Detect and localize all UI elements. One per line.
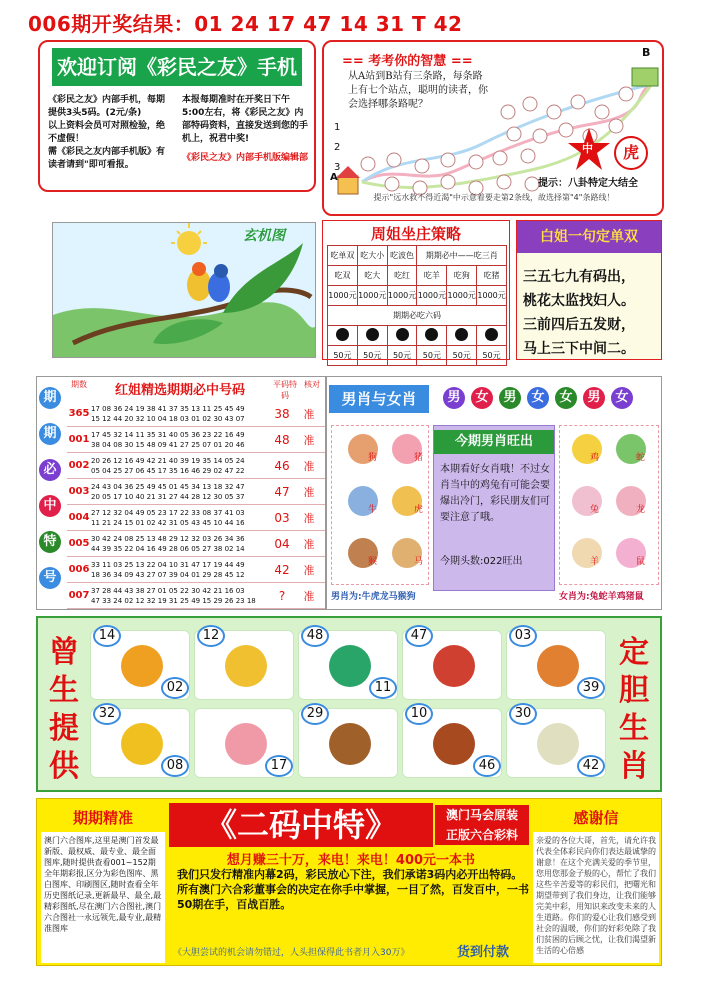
- zodiac-card: [90, 708, 190, 778]
- check-cell: 准: [303, 433, 315, 447]
- check-cell: 准: [303, 485, 315, 499]
- issue-cell: 003: [68, 486, 90, 497]
- picture-badge: 玄机图: [243, 228, 285, 244]
- zodiac-left-text: [44, 634, 84, 786]
- zodiac-card: [298, 630, 398, 700]
- female-list: 女肖为:兔蛇羊鸡猪鼠: [559, 592, 644, 602]
- slogan: 想月赚三十万，来电！来电！400元一本书: [226, 853, 476, 868]
- zodiac-card: [402, 630, 502, 700]
- subscribe-panel: [38, 40, 316, 192]
- side-char: 期: [39, 423, 61, 445]
- side-char: 期: [39, 387, 61, 409]
- strategy-cell: 1000元: [328, 286, 358, 306]
- zodiac-number-top: 32: [93, 703, 121, 725]
- check-cell: 准: [303, 511, 315, 525]
- zodiac-card: [194, 630, 294, 700]
- quiz-path-1: 1: [334, 122, 341, 133]
- baijie-panel: [516, 220, 662, 360]
- hongjie-row: [67, 531, 325, 557]
- zodiac-animal-icon: [433, 645, 475, 687]
- strategy-dot-cell: [477, 326, 507, 346]
- numbers-line: 20 05 17 10 40 21 31 27 44 28 12 30 05 37: [91, 492, 245, 501]
- zodiac-right-text: [614, 634, 654, 786]
- check-cell: 准: [303, 459, 315, 473]
- issue-cell: 365: [68, 408, 90, 419]
- zodiac-animal-icon: [225, 723, 267, 765]
- baijie-line: 马上三下中间二。: [523, 341, 635, 357]
- left-char: 供: [49, 749, 79, 784]
- subscribe-col1-p2: 以上资料会员可对照检验，绝不虚假！: [48, 121, 166, 144]
- prediction-text: 本期看好女肖哦！不过女肖当中的鸡兔有可能会要爆出冷门，彩民朋友们可要注意了哦。: [440, 464, 550, 523]
- baijie-line: 三前四后五发财，: [523, 317, 635, 333]
- subscribe-col1: [48, 94, 172, 172]
- right-sub1: 澳门马会原装: [445, 808, 518, 822]
- subscribe-col2-p2: 《彩民之友》内部手机版编辑部: [182, 153, 309, 163]
- side-char: 必: [39, 459, 61, 481]
- right-char: 肖: [619, 749, 649, 784]
- strategy-cell: 吃羊: [417, 266, 447, 286]
- check-cell: 准: [303, 589, 315, 603]
- male-label: 猪: [414, 453, 424, 463]
- subscribe-title: 欢迎订阅《彩民之友》手机报: [52, 48, 302, 86]
- zodiac-number-top: 03: [509, 625, 537, 647]
- strategy-panel: [322, 220, 510, 360]
- baijie-poem: [523, 265, 635, 361]
- strategy-dot-cell: [328, 326, 358, 346]
- female-label: 兔: [590, 505, 600, 515]
- zodiac-card: [506, 630, 606, 700]
- issue-cell: 004: [68, 512, 90, 523]
- check-cell: 准: [303, 563, 315, 577]
- code-cell: 47: [274, 484, 290, 499]
- strategy-dot-cell: [387, 326, 417, 346]
- zodiac-animal-icon: [121, 723, 163, 765]
- numbers-line: 33 11 03 25 13 22 04 10 31 47 17 19 44 49: [91, 560, 245, 569]
- issue-cell: 001: [68, 434, 90, 445]
- strategy-cell: 吃双: [328, 266, 358, 286]
- right-column: [533, 803, 659, 963]
- baijie-line: 桃花太监找妇人。: [523, 293, 635, 309]
- quiz-label-b: B: [642, 46, 651, 59]
- left-char: 曾: [49, 635, 79, 670]
- gender-circle: 男: [499, 387, 521, 409]
- right-char: 胆: [619, 673, 649, 708]
- left-column: [41, 803, 165, 963]
- zodiac-number-top: 47: [405, 625, 433, 647]
- code-cell: 38: [274, 406, 290, 421]
- strategy-cell: 吃大: [357, 266, 387, 286]
- strategy-cell: 50元: [477, 346, 507, 366]
- zodiac-animal-icon: [329, 723, 371, 765]
- main-title: 《二码中特》: [169, 803, 433, 847]
- strategy-cell: 吃红: [387, 266, 417, 286]
- hongjie-row: [67, 427, 325, 453]
- quiz-footer: 提示"远水救不得近渴"中示意着要走第2条线，故选择第"4"条路线！: [373, 193, 615, 202]
- side-char: 号: [39, 567, 61, 589]
- bottom-ad-panel: [36, 798, 662, 966]
- strategy-header: 吃大小: [357, 246, 387, 266]
- zodiac-number-top: 48: [301, 625, 329, 647]
- code-cell: ?: [278, 588, 286, 603]
- black-dot-icon: [425, 328, 438, 341]
- gender-circles: [443, 387, 661, 409]
- black-dot-icon: [396, 328, 409, 341]
- right-text: 亲爱的各位大哥，首先，请允许我代表全体彩民向你们表达最诚挚的谢意！在这个充满关爱的季节里，您用您那金子般的心，帮忙了我们这些辛苦爱等的彩民们，把曙光和期望带到了我们身边，让我们能够完美中彩，用知识来改变未来的人生道路。你们的爱心让我们感受到社会的温暖，你们的好彩免除了我们贫困的后顾之忧，让我们渴望新生活的心倍感: [536, 836, 656, 955]
- numbers-line: 47 33 24 02 12 32 19 31 25 49 15 29 26 23 18: [91, 596, 256, 605]
- gender-circle: 女: [527, 387, 549, 409]
- zodiac-animal-icon: [121, 645, 163, 687]
- hongjie-row: [67, 479, 325, 505]
- zodiac-number-bottom: 17: [265, 755, 293, 777]
- code-cell: 48: [274, 432, 290, 447]
- strategy-table: [327, 245, 507, 366]
- male-label: 马: [414, 557, 424, 567]
- zodiac-animal-icon: [329, 645, 371, 687]
- hongjie-row: [67, 583, 325, 609]
- subscribe-col1-p3: 需《彩民之友内部手机版》有读者请到"即可看报。: [48, 147, 166, 170]
- female-label: 羊: [590, 557, 600, 567]
- strategy-dot-cell: [447, 326, 477, 346]
- black-dot-icon: [366, 328, 379, 341]
- code-cell: 03: [274, 510, 290, 525]
- draw-result-header: 006期开奖结果：01 24 17 47 14 31 T 42: [28, 12, 463, 36]
- numbers-line: 18 36 34 09 43 27 07 39 04 01 29 28 45 12: [91, 570, 245, 579]
- strategy-header: 期期必中——吃三肖: [417, 246, 507, 266]
- issue-cell: 002: [68, 460, 90, 471]
- female-label: 龙: [636, 505, 646, 515]
- zodiac-card: [298, 708, 398, 778]
- black-dot-icon: [336, 328, 349, 341]
- female-animals: [559, 425, 659, 585]
- subscribe-col2-p1: 本报每期准时在开奖日下午5:00左右，将《彩民之友》内部特码资料，直接发送到您的手机上，祝君中奖!: [182, 95, 309, 144]
- gender-circle: 男: [443, 387, 465, 409]
- numbers-cell: [91, 482, 267, 502]
- zodiac-animal-icon: [225, 645, 267, 687]
- strategy-cell: 1000元: [417, 286, 447, 306]
- quiz-panel: [322, 40, 664, 216]
- strategy-title: 周姐坐庄策略: [370, 225, 461, 243]
- numbers-cell: [91, 456, 267, 476]
- hongjie-header-title: 红姐精选期期必中号码: [114, 383, 245, 398]
- gender-title: 男肖与女肖: [329, 385, 429, 413]
- hongjie-side: [39, 387, 65, 589]
- side-char: 中: [39, 495, 61, 517]
- gender-circle: 女: [471, 387, 493, 409]
- zodiac-number-bottom: 11: [369, 677, 397, 699]
- mystery-picture: [52, 222, 316, 358]
- issue-cell: 007: [68, 590, 90, 601]
- male-label: 猴: [368, 557, 378, 567]
- strategy-mid: 期期必吃六码: [328, 306, 507, 326]
- numbers-line: 17 08 36 24 19 38 41 37 35 13 11 25 45 49: [91, 404, 245, 413]
- numbers-line: 20 26 12 16 49 42 21 40 39 19 35 14 05 24: [91, 456, 245, 465]
- numbers-cell: [91, 534, 267, 554]
- male-label: 狗: [368, 453, 378, 463]
- strategy-cell: 50元: [447, 346, 477, 366]
- strategy-cell: 50元: [357, 346, 387, 366]
- strategy-cell: 50元: [387, 346, 417, 366]
- numbers-line: 05 04 25 27 06 45 17 35 16 46 29 02 47 22: [91, 466, 245, 475]
- quiz-center: 中: [582, 142, 593, 155]
- zodiac-panel: [36, 616, 662, 792]
- code-cell: 46: [274, 458, 290, 473]
- zodiac-number-top: 10: [405, 703, 433, 725]
- zodiac-number-top: 30: [509, 703, 537, 725]
- numbers-cell: [91, 430, 267, 450]
- baijie-title: 白姐一句定单双: [517, 221, 661, 253]
- female-label: 蛇: [636, 453, 646, 463]
- numbers-line: 38 04 08 30 15 48 09 41 27 25 07 01 20 46: [91, 440, 245, 449]
- subscribe-col1-p1: 《彩民之友》内部手机，每期提供3头5码。(2元/条): [48, 95, 166, 118]
- right-char: 定: [619, 635, 649, 670]
- zodiac-card: [506, 708, 606, 778]
- male-animals: [331, 425, 429, 585]
- left-char: 生: [49, 673, 79, 708]
- subscribe-col2: [182, 94, 310, 165]
- zodiac-animal-icon: [537, 723, 579, 765]
- numbers-cell: [91, 404, 267, 424]
- zodiac-number-top: 12: [197, 625, 225, 647]
- right-sub2: 正版六合彩料: [445, 828, 518, 842]
- strategy-cell: 1000元: [357, 286, 387, 306]
- baijie-line: 三五七九有码出，: [523, 269, 635, 285]
- left-text: 澳门六合图库,这里是澳门首发最新版、最权威、最专业、最全面图库,随时提供查看001~152期全年期彩报,区分为彩色图库、黑白图库、印刷图区,随时查看全年历史图纸记录,更新最早、最全,最精彩图纸,尽在澳门六合图社,澳门六合图社一永远领先,最专业,最精准图库: [44, 836, 162, 933]
- zodiac-animal-icon: [537, 645, 579, 687]
- numbers-line: 30 42 24 08 25 13 48 29 12 32 03 26 34 36: [91, 534, 245, 543]
- zodiac-card: [194, 708, 294, 778]
- hongjie-row: [67, 401, 325, 427]
- male-label: 牛: [368, 505, 378, 515]
- strategy-cell: 吃狗: [447, 266, 477, 286]
- right-title: 感谢信: [533, 803, 659, 832]
- strategy-cell: 1000元: [447, 286, 477, 306]
- female-label: 鸡: [590, 453, 600, 463]
- numbers-cell: [91, 586, 267, 606]
- quiz-title: == 考考你的智慧 ==: [342, 54, 473, 69]
- black-dot-icon: [485, 328, 498, 341]
- zodiac-number-bottom: 42: [577, 755, 605, 777]
- right-sub: [435, 805, 529, 845]
- code-cell: 42: [274, 562, 290, 577]
- hongjie-row: [67, 453, 325, 479]
- numbers-line: 15 12 44 20 32 10 04 18 03 01 02 30 43 07: [91, 414, 245, 423]
- quiz-path-2: 2: [334, 142, 341, 153]
- numbers-line: 17 45 32 14 11 35 31 40 05 36 23 22 16 49: [91, 430, 245, 439]
- zodiac-card: [402, 708, 502, 778]
- numbers-cell: [91, 560, 267, 580]
- side-char: 特: [39, 531, 61, 553]
- numbers-line: 27 12 32 04 49 05 23 17 22 33 08 37 41 03: [91, 508, 245, 517]
- pay-label: 货到付款: [457, 945, 510, 960]
- gender-circle: 男: [583, 387, 605, 409]
- zodiac-animal-icon: [433, 723, 475, 765]
- quiz-tiger: 虎: [614, 136, 648, 170]
- strategy-header: 吃波色: [387, 246, 417, 266]
- prediction-title: 今期男肖旺出: [434, 430, 554, 454]
- zodiac-number-bottom: 46: [473, 755, 501, 777]
- female-label: 鼠: [636, 557, 646, 567]
- issue-cell: 005: [68, 538, 90, 549]
- hongjie-rows: [67, 401, 325, 609]
- strategy-cell: 1000元: [477, 286, 507, 306]
- strategy-cell: 1000元: [387, 286, 417, 306]
- hongjie-header-code: 平码特码: [273, 380, 297, 400]
- black-dot-icon: [455, 328, 468, 341]
- left-title: 期期精准: [41, 803, 165, 832]
- right-char: 生: [619, 711, 649, 746]
- check-cell: 准: [303, 407, 315, 421]
- strategy-header: 吃单双: [328, 246, 358, 266]
- zodiac-card: [90, 630, 190, 700]
- quiz-label-a: A: [330, 172, 338, 183]
- zodiac-number-bottom: 02: [161, 677, 189, 699]
- check-cell: 准: [303, 537, 315, 551]
- numbers-line: 44 39 35 22 04 16 49 28 06 05 27 38 02 14: [91, 544, 245, 553]
- strategy-dot-cell: [357, 326, 387, 346]
- prediction-footer: 今期头数:022旺出: [440, 556, 523, 567]
- gender-zodiac-panel: [326, 376, 662, 610]
- quiz-hint: 提示：八卦特定大结全: [538, 178, 638, 189]
- strategy-cell: 吃猪: [477, 266, 507, 286]
- male-list: 男肖为:牛虎龙马猴狗: [331, 592, 416, 602]
- numbers-cell: [91, 508, 267, 528]
- numbers-line: 37 28 44 43 38 27 01 05 22 30 42 21 16 03: [91, 586, 245, 595]
- hongjie-row: [67, 557, 325, 583]
- male-label: 虎: [414, 505, 424, 515]
- code-cell: 04: [274, 536, 290, 551]
- zodiac-number-top: 29: [301, 703, 329, 725]
- hongjie-header-check: 核对: [304, 380, 320, 389]
- numbers-line: 24 43 04 36 25 49 45 01 45 34 13 18 32 47: [91, 482, 245, 491]
- zodiac-number-bottom: 39: [577, 677, 605, 699]
- strategy-cell: 50元: [417, 346, 447, 366]
- hongjie-panel: [36, 376, 326, 610]
- note: 《大胆尝试的机会请勿错过，人头担保得此书者月入30万》: [173, 948, 410, 958]
- left-char: 提: [49, 711, 79, 746]
- strategy-cell: 50元: [328, 346, 358, 366]
- strategy-dot-cell: [417, 326, 447, 346]
- zodiac-number-bottom: 08: [161, 755, 189, 777]
- hongjie-row: [67, 505, 325, 531]
- gender-circle: 女: [611, 387, 633, 409]
- hongjie-header-issue: 期数: [71, 380, 87, 389]
- main-body: 我们只发行精准内幕2码，彩民放心下注，我们承诺3码内必开出特码。所有澳门六合彩董事会的决定在你手中掌握，一目了然，百发百中，一书50期在手，百战百胜。: [177, 868, 529, 911]
- zodiac-number-top: 14: [93, 625, 121, 647]
- gender-circle: 女: [555, 387, 577, 409]
- prediction-box: [433, 425, 555, 591]
- numbers-line: 11 21 24 15 01 02 42 31 05 43 45 10 44 16: [91, 518, 245, 527]
- zodiac-cards: [90, 630, 612, 786]
- quiz-text: 从A站到B站有三条路，每条路上有七个站点，聪明的读者，你会选择哪条路呢？: [348, 71, 488, 110]
- quiz-path-3: 3: [334, 162, 341, 173]
- issue-cell: 006: [68, 564, 90, 575]
